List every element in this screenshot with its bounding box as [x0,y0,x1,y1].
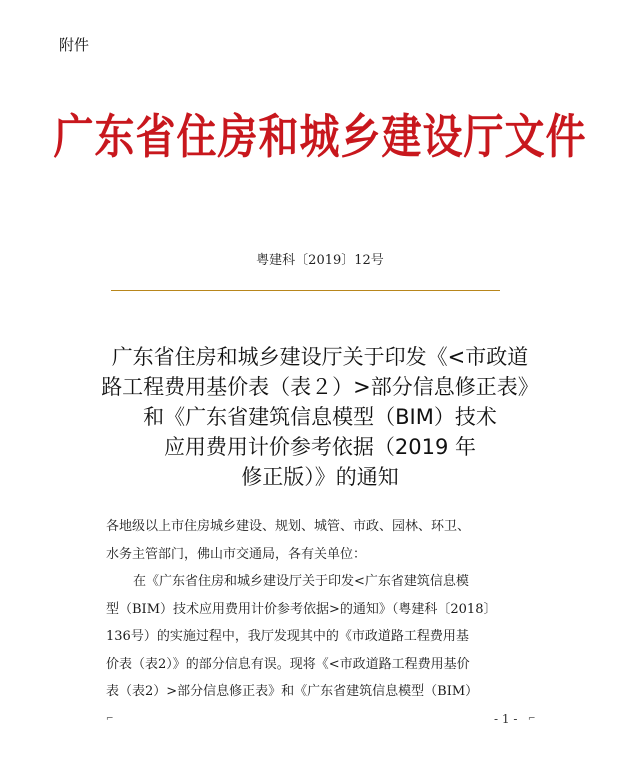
notice-title-line: 广东省住房和城乡建设厅关于印发《<市政道 [111,345,529,369]
body-paragraph-line: 型（BIM）技术应用费用计价参考依据>的通知》（粤建科〔2018〕 [106,601,497,617]
body-paragraph-line: 价表（表2）》的部分信息有误。现将《<市政道路工程费用基价 [106,656,470,672]
left-paragraph-mark: ⌐ [106,714,114,724]
document-number: 粤建科〔2019〕12号 [256,253,384,268]
right-paragraph-mark: ⌐ [528,714,536,724]
body-paragraph-line: 在《广东省住房和城乡建设厅关于印发<广东省建筑信息模 [133,574,469,589]
notice-title-line: 路工程费用基价表（表２）>部分信息修正表》 [101,375,539,399]
addressee-line: 水务主管部门，佛山市交通局，各有关单位： [106,546,367,562]
notice-body [106,513,536,706]
header-divider-rule [111,290,500,291]
notice-title-line: 应用费用计价参考依据（2019 年 [163,435,477,459]
attachment-label: 附件 [59,36,90,54]
notice-title [90,342,550,492]
notice-title-line: 和《广东省建筑信息模型（BIM）技术 [143,405,497,429]
body-paragraph-line: 表（表2）>部分信息修正表》和《广东省建筑信息模型（BIM） [106,684,479,699]
body-paragraph-line: 136号）的实施过程中，我厅发现其中的《市政道路工程费用基 [106,629,469,644]
notice-title-line: 修正版）》的通知 [241,465,399,489]
page-number: - 1 - [494,712,518,726]
issuer-red-header: 广东省住房和城乡建设厅文件 [53,109,587,165]
addressee-line: 各地级以上市住房城乡建设、规划、城管、市政、园林、环卫、 [106,519,471,534]
